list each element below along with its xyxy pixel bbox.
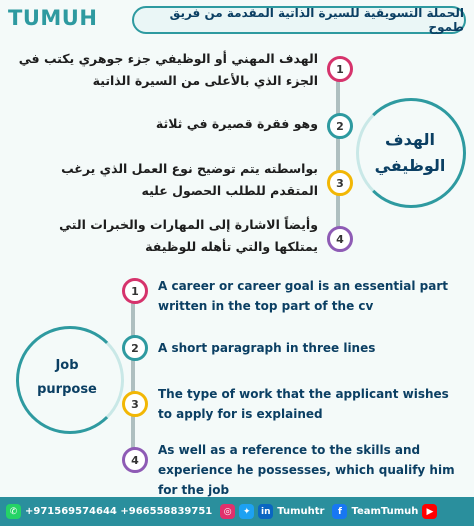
english-step-1-badge: 1 [122, 278, 148, 304]
footer-handle-1[interactable]: Tumuhtr [277, 506, 325, 517]
arabic-step-4-text: وأيضاً الاشارة إلى المهارات والخبرات التي يمتلكها والتي تأهله للوظيفة [59, 217, 318, 254]
arabic-step-4-badge: 4 [327, 226, 353, 252]
english-step-4-badge: 4 [122, 447, 148, 473]
footer-phones: +971569574644 +966558839751 [25, 506, 213, 517]
english-step-2-text: A short paragraph in three lines [158, 341, 376, 355]
linkedin-icon[interactable]: in [258, 504, 273, 519]
english-step-4-text: As well as a reference to the skills and experience he possesses, which qualify him for the job [158, 443, 455, 497]
footer-handle-2[interactable]: TeamTumuh [351, 506, 419, 517]
page-header [132, 6, 466, 34]
english-step-3-text: The type of work that the applicant wishes to apply for is explained [158, 387, 449, 421]
english-step-3-badge: 3 [122, 391, 148, 417]
english-step-1-text: A career or career goal is an essential part written in the top part of the cv [158, 279, 448, 313]
arabic-step-1-badge: 1 [327, 56, 353, 82]
english-timeline [131, 290, 135, 460]
youtube-icon[interactable]: ▶ [422, 504, 437, 519]
twitter-icon[interactable]: ✦ [239, 504, 254, 519]
instagram-icon[interactable]: ◎ [220, 504, 235, 519]
header-title: الحملة التسويقية للسيرة الذاتية المقدمة من فريق طموح [169, 6, 464, 34]
tumuh-logo [8, 6, 97, 30]
english-step-2-badge: 2 [122, 335, 148, 361]
arabic-step-3-badge: 3 [327, 170, 353, 196]
logo-text: TUMUH [8, 6, 98, 30]
arabic-step-3-text: بواسطته يتم توضيح نوع العمل الذي يرغب المتقدم للطلب الحصول عليه [61, 161, 318, 198]
arabic-step-2-badge: 2 [327, 113, 353, 139]
arabic-step-2-text: وهو فقرة قصيرة في ثلاثة [155, 116, 318, 131]
arabic-center-label: الهدف الوظيفي [374, 130, 446, 175]
contact-footer [0, 497, 474, 526]
whatsapp-icon[interactable]: ✆ [6, 504, 21, 519]
english-center-label: Job purpose [37, 358, 97, 397]
arabic-step-1-text: الهدف المهني أو الوظيفي جزء جوهري يكتب في الجزء الذي بالأعلى من السيرة الذاتية [18, 51, 318, 88]
facebook-icon[interactable]: f [332, 504, 347, 519]
arabic-timeline [336, 62, 340, 244]
